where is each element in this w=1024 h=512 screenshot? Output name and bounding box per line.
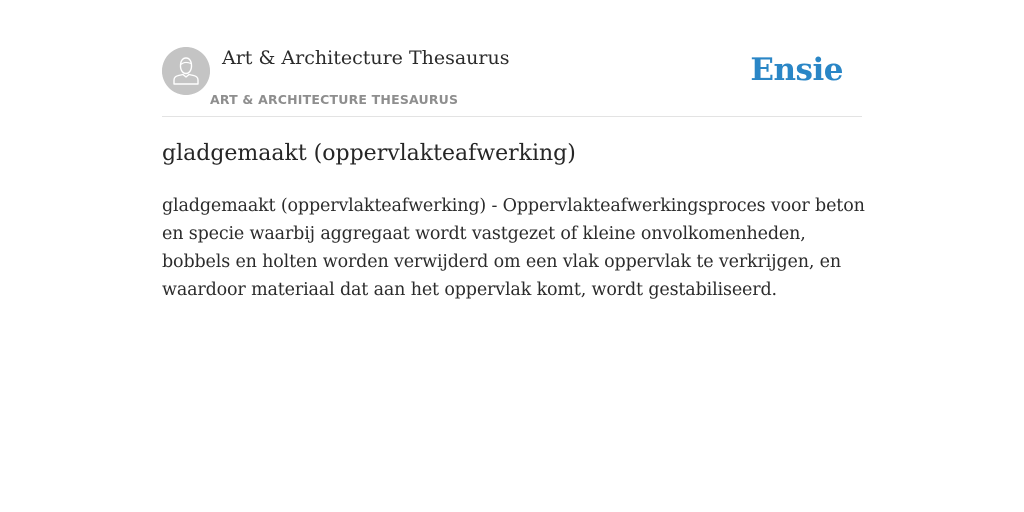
author-name[interactable]: Art & Architecture Thesaurus — [222, 47, 510, 69]
author-subtitle[interactable]: ART & ARCHITECTURE THESAURUS — [210, 92, 459, 107]
page-title: gladgemaakt (oppervlakteafwerking) — [162, 141, 576, 166]
header — [162, 46, 862, 117]
definition-text: gladgemaakt (oppervlakteafwerking) - Oppervlakteafwerkingsproces voor beton en specie waarbij aggregaat wordt vastgezet of kleine onvolkomenheden, bobbels en holten worden verwijderd om een vlak oppervlak te verkrijgen, en waardoor materiaal dat aan het oppervlak komt, wordt gestabiliseerd. — [162, 196, 865, 300]
user-placeholder-icon — [162, 47, 210, 95]
avatar[interactable] — [162, 47, 210, 95]
brand-logo[interactable]: Ensie — [750, 52, 843, 88]
